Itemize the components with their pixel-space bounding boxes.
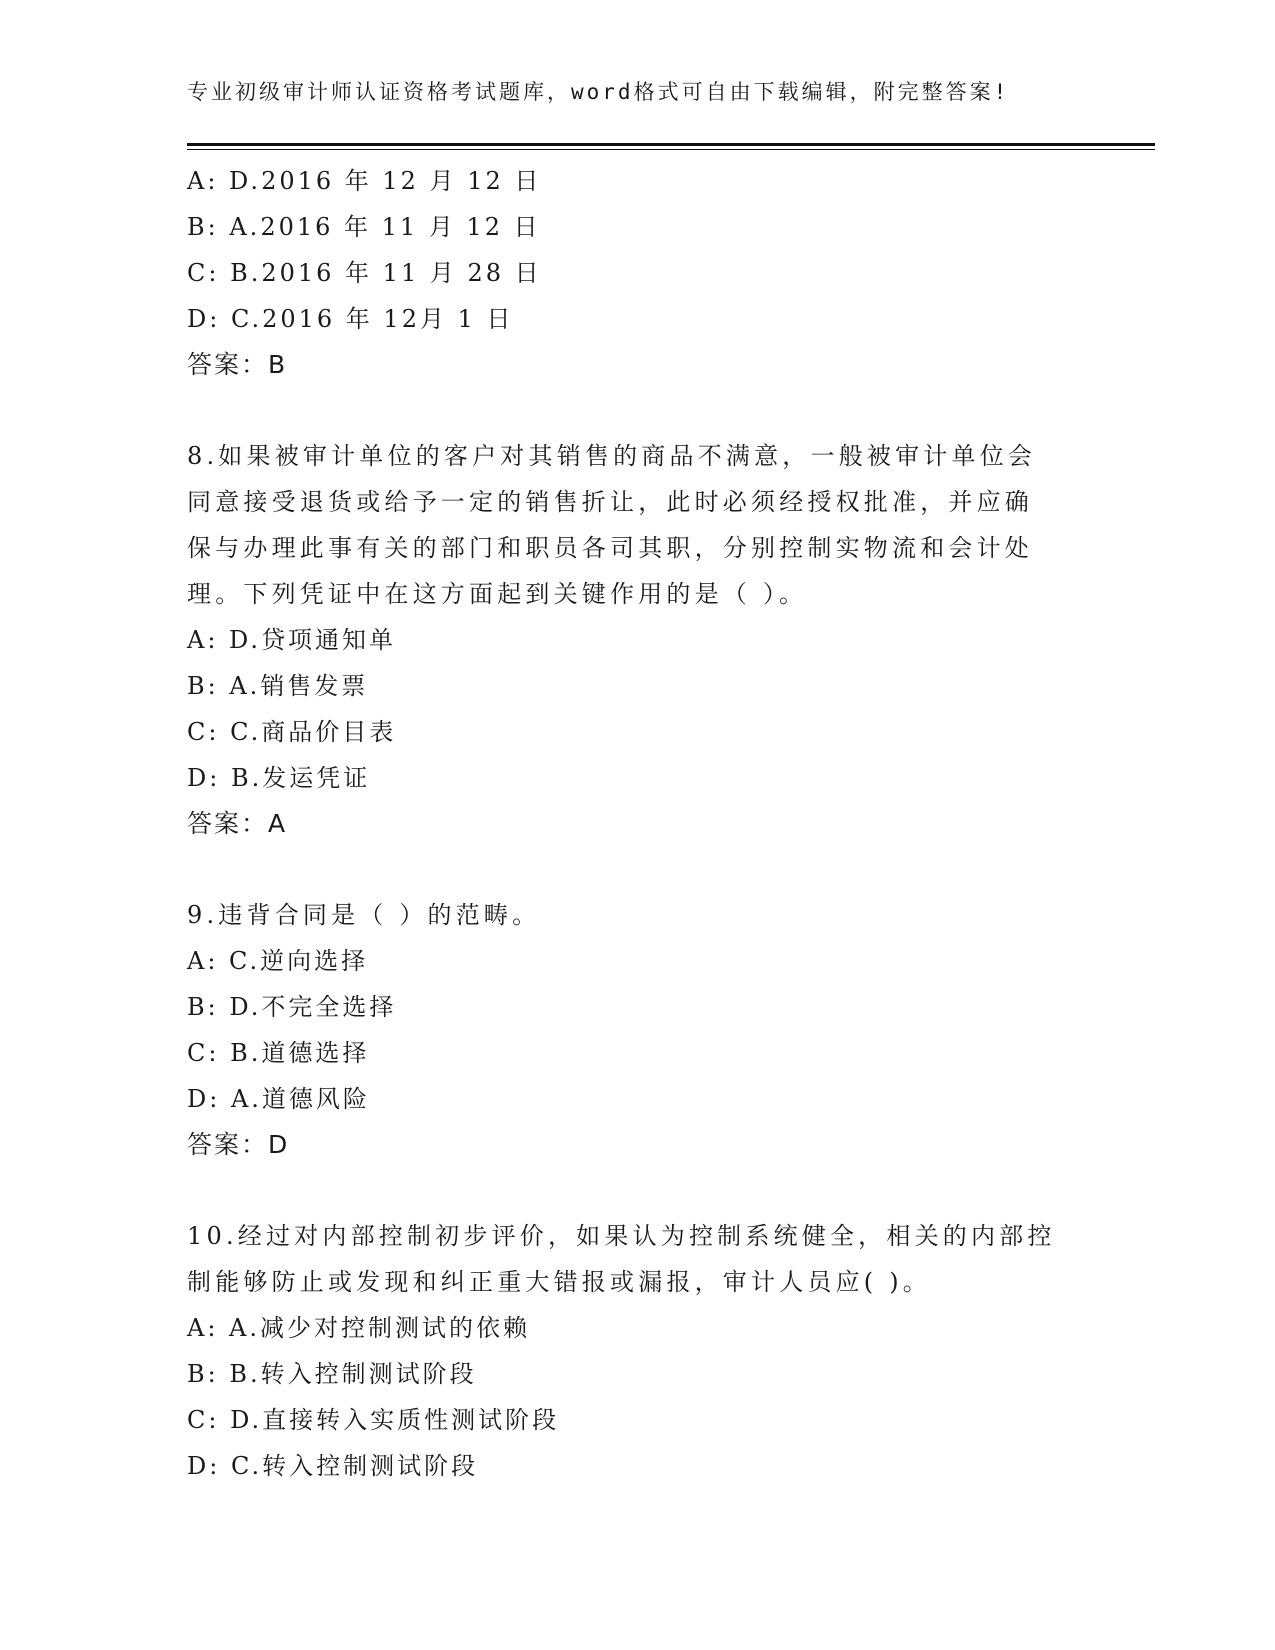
question-stem-line: 10.经过对内部控制初步评价，如果认为控制系统健全，相关的内部控 (187, 1222, 1056, 1250)
option-a: A: D.贷项通知单 (187, 626, 397, 654)
option-c: C: B.2016 年 11 月 28 日 (187, 259, 542, 287)
document-content (187, 158, 1087, 1489)
option-c: C: B.道德选择 (187, 1039, 370, 1067)
option-b: B: A.2016 年 11 月 12 日 (187, 213, 541, 241)
option-a: A: A.减少对控制测试的依赖 (187, 1314, 531, 1342)
option-d: D: B.发运凭证 (187, 764, 371, 792)
question-8-block (187, 433, 1087, 847)
option-d: D: C.转入控制测试阶段 (187, 1452, 479, 1480)
option-b: B: D.不完全选择 (187, 993, 397, 1021)
answer-line: 答案：B (187, 350, 288, 379)
answer-line: 答案：A (187, 809, 288, 838)
question-stem-line: 保与办理此事有关的部门和职员各司其职，分别控制实物流和会计处 (187, 534, 1033, 562)
question-stem-line: 9.违背合同是（ ）的范畴。 (187, 901, 541, 929)
header-divider-thick (187, 143, 1155, 146)
answer-line: 答案：D (187, 1130, 290, 1159)
spacer (187, 1168, 1087, 1213)
question-7-block (187, 158, 1087, 388)
question-stem-line: 同意接受退货或给予一定的销售折让，此时必须经授权批准，并应确 (187, 488, 1033, 516)
question-stem-line: 理。下列凭证中在这方面起到关键作用的是（ ）。 (187, 580, 808, 608)
question-10-block (187, 1213, 1087, 1489)
option-b: B: A.销售发票 (187, 672, 369, 700)
spacer (187, 388, 1087, 433)
question-stem-line: 8.如果被审计单位的客户对其销售的商品不满意，一般被审计单位会 (187, 442, 1037, 470)
header-divider-thin (187, 149, 1155, 150)
option-c: C: C.商品价目表 (187, 718, 397, 746)
question-9-block (187, 892, 1087, 1168)
question-stem-line: 制能够防止或发现和纠正重大错报或漏报，审计人员应( )。 (187, 1268, 931, 1296)
spacer (187, 847, 1087, 892)
option-a: A: C.逆向选择 (187, 947, 369, 975)
page-header-title: 专业初级审计师认证资格考试题库，word格式可自由下载编辑，附完整答案! (187, 80, 1010, 104)
option-a: A: D.2016 年 12 月 12 日 (187, 167, 542, 195)
option-c: C: D.直接转入实质性测试阶段 (187, 1406, 560, 1434)
option-d: D: A.道德风险 (187, 1085, 370, 1113)
option-b: B: B.转入控制测试阶段 (187, 1360, 477, 1388)
option-d: D: C.2016 年 12月 1 日 (187, 305, 514, 333)
